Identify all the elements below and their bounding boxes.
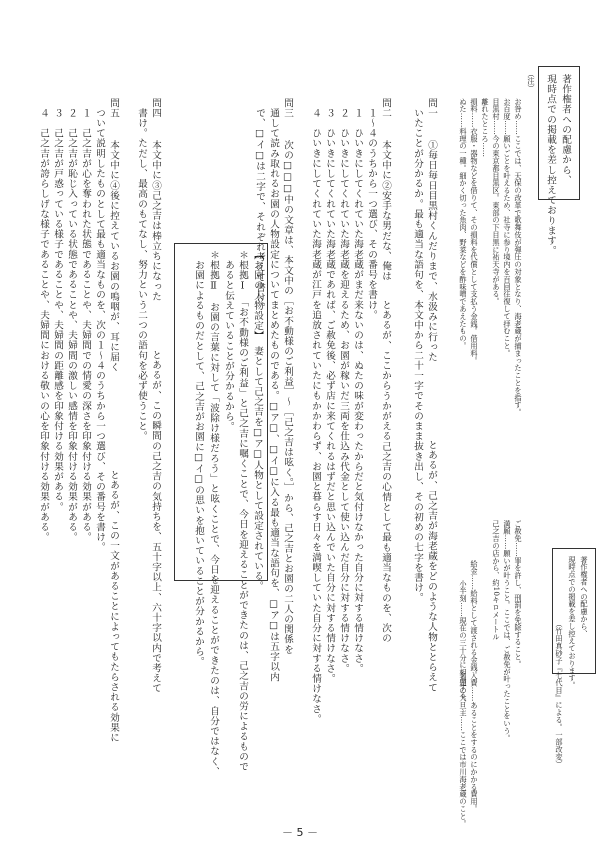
note-line: 満願……願いが叶うこと。ここでは、ご赦免が叶ったことをいう。 xyxy=(503,520,512,742)
question-2-choice: １ ひいきにしてくれていた海老蔵がまだ来ないのは、ぬたの味が変わったからだと気付けなかった自分に対する情けなさ。 xyxy=(352,108,363,674)
note-line: 損料……衣服・器物などを借りて、その損料を代償として支払う金銭。借用料。 xyxy=(470,98,479,365)
question-3-text-2: 通して読み取れるお園の人物設定についてまとめたものである。□ア□、□イ□に入る最も適当な語句を、□ア□は五字以内 xyxy=(268,108,279,682)
note-line: 己之吉の店から、約10キロメートル xyxy=(492,520,501,641)
page-number: － 5 － xyxy=(282,826,318,839)
note-line: 給金……給料として渡される金銭。 xyxy=(470,560,479,679)
question-5-text: 本文中に④後に控えているお園の嗚咽が、耳に届く xyxy=(108,140,119,373)
box-reason-2: ＊根拠Ⅱ お園の言葉に対して「波除け様だろう」と呟くことで、今日を迎えることができたのは、自分ではなく、 xyxy=(208,250,219,777)
question-2-choice: ３ ひいきにしてくれていた海老蔵であれば、ご赦免後、必ず店に来てくれるはずだと思い込んでいた自分に対する情けなさ。 xyxy=(324,108,335,684)
source-citation: （竹田真砂子『七代目』による。一部改変） xyxy=(555,620,564,768)
question-1-text: ①毎日毎日目黒村くんだりまで、水汲みに行った xyxy=(426,140,437,363)
question-2-choice: ２ ひいきにしてくれていた海老蔵を迎えるため、お園が稼いだ三両を仕込み代金として使い込んだ自分に対する情けなさ。 xyxy=(338,108,349,674)
question-1-label: 問一 xyxy=(426,98,437,119)
question-3-label: 問三 xyxy=(282,98,293,119)
note-line: お百度……願いごとを叶えるため、社寺に参り境内を百回往復して拝むこと。 xyxy=(503,98,512,357)
question-2-text-2: １〜４のうちから一つ選び、その番号を書け。 xyxy=(366,108,377,321)
note-line: 名題の大旦主……ここでは市川海老蔵のこと。 xyxy=(459,672,468,828)
note-line: 小半刻……現在の三十分に相当する。 xyxy=(459,580,468,706)
question-2-label: 問二 xyxy=(380,98,391,119)
question-2-text: 本文中に②安手な男だな、俺は xyxy=(380,140,391,282)
notes-label: （注） xyxy=(527,70,536,93)
box-reason-1-cont: あると伝えていることが分かるから。 xyxy=(223,250,234,432)
question-5-label: 問五 xyxy=(108,98,119,119)
box-heading: 【お園の人物設定】 妻として己之吉を□ア□人物として設定されている。 xyxy=(252,250,263,592)
question-4-text-2: 書け。ただし、最高のもてなし、努力という二つの語句を必ず使うこと。 xyxy=(136,108,147,442)
question-2-choice: ４ ひいきにしてくれていた海老蔵が江戸を追放されていたにもかかわらず、お園と暮らす日々を満喫していた自分に対する情けなさ。 xyxy=(310,108,321,725)
copyright-notice2-line-2: 現時点での掲載を差し控えております。 xyxy=(568,556,577,690)
question-5-text-2: ついて説明したものとして最も適当なものを、次の１〜４のうちから一つ選び、その番号を書け。 xyxy=(94,108,105,553)
note-line: ぬた……料理の一種。細かく切った魚肉、野菜などを酢味噌であえたもの。 xyxy=(459,98,468,350)
box-reason-2-cont: お園によるものだとして、己之吉がお園に□イ□の思いを抱いていることが分かるから。 xyxy=(193,250,204,667)
question-1-extra: とあるが、己之吉が海老蔵をどのような人物ととらえて xyxy=(426,440,437,693)
question-1-text-2: いたことが分かるか。最も適当な語句を、本文中から二十一字でそのまま抜き出し、その初めの七字を書け。 xyxy=(412,108,423,603)
note-line: 目黒村……今の東京都目黒区。東部の下目黒に祐天寺がある。 xyxy=(492,98,501,306)
note-line: お咎め……ここでは、天保の改革で歌舞伎が弾圧の対象となり、海老蔵が捕まったことを指す。 xyxy=(514,98,523,417)
note-line: 入費……あることをするのにかかる費用。 xyxy=(470,672,479,813)
note-line: 離れたところ…… xyxy=(481,98,490,158)
question-4-extra: とあるが、この瞬間の己之吉の気持ちを、五十字以上、六十字以内で考えて xyxy=(150,350,161,694)
box-reason-1: ＊根拠Ⅰ 「お不動様のご利益」と己之吉に嘱くことで、今日を迎えることができたのは、己之吉の労によるもので xyxy=(237,250,248,772)
question-3-text-3: で、□イ□は二字で、それぞれ考えて書け。 xyxy=(254,108,265,313)
question-5-choice: ２ 己之吉が恥じ入っている状態であることや、夫婦間の激しい感情を印象付ける効果がある。 xyxy=(66,108,77,543)
question-2-extra: とあるが、ここからうかがえる己之吉の心情として最も適当なものを、次の xyxy=(380,300,391,644)
copyright-notice-line-1: 著作権者への配慮から、 xyxy=(560,74,571,186)
question-4-text: 本文中に③己之吉は棒立ちになった xyxy=(150,140,161,302)
question-5-choice: ４ 己之吉が誇らしげな様子であることや、夫婦間における敬いの心を印象付ける効果がある。 xyxy=(38,108,49,543)
question-5-extra: とあるが、この一文があることによってもたらされる効果に xyxy=(108,470,119,743)
question-3-text: 次の□□□中の文章は、本文中の［お不動様のご利益］〜［己之吉は呟く。］から、己之吉とお園の二人の関係を xyxy=(282,140,293,655)
question-5-choice: １ 己之吉が心を奪われた状態であることや、夫婦間での情愛の深さを印象付ける効果がある。 xyxy=(80,108,91,543)
copyright-notice2-line-1: 著作権者への配慮から、 xyxy=(580,556,589,638)
question-5-choice: ３ 己之吉が戸惑っている様子であることや、夫婦間の距離感を印象付ける効果がある。 xyxy=(52,108,63,512)
question-4-label: 問四 xyxy=(150,98,161,119)
copyright-notice-line-2: 現時点での掲載を差し控えております。 xyxy=(545,74,556,256)
note-line: ご赦免……罪を許し、刑罰を免除すること。 xyxy=(514,520,523,668)
